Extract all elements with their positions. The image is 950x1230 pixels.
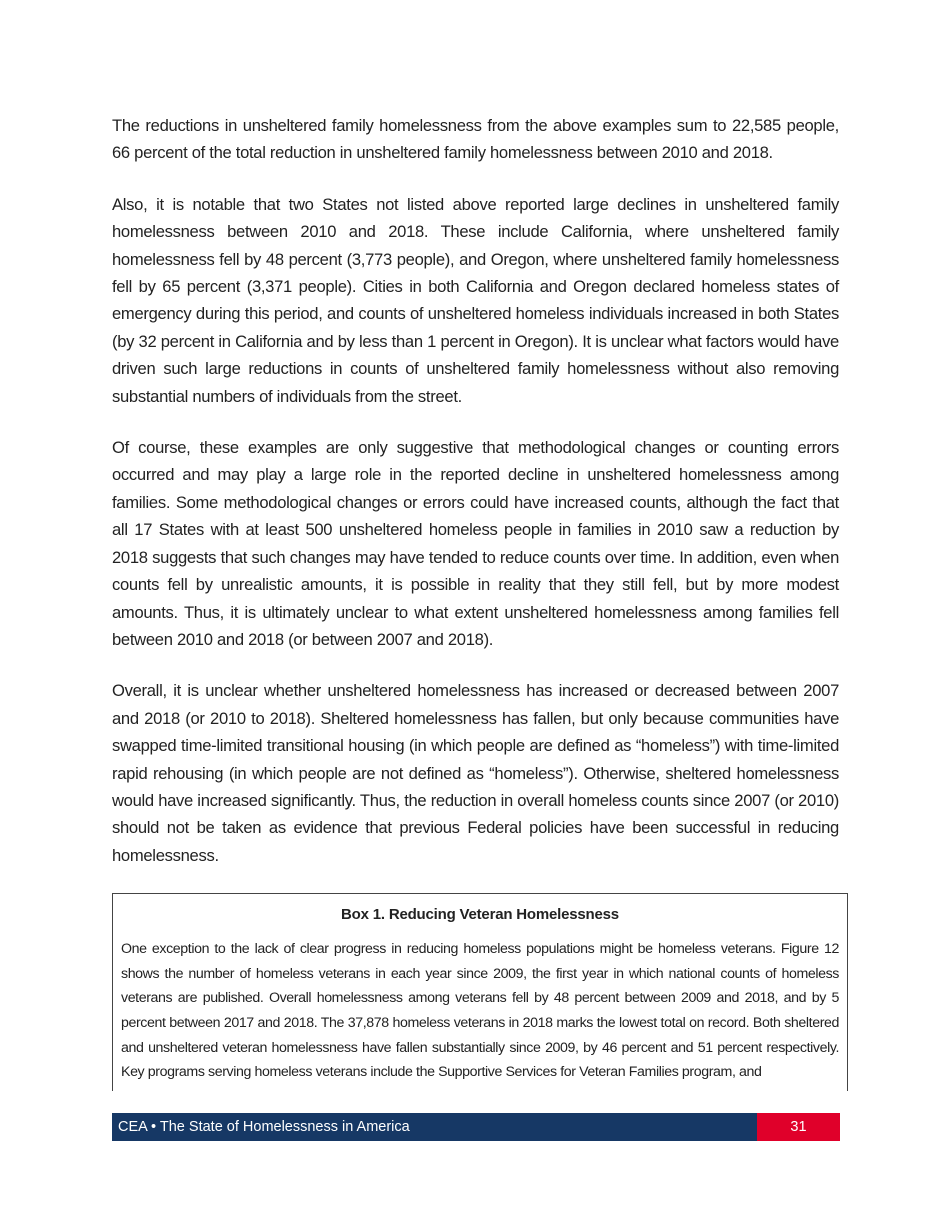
paragraph: Also, it is notable that two States not listed above reported large declines in unsheltered family homelessness between 2010 and 2018. These include California, where unsheltered family homelessness fell by 48 percent (3,773 people), and Oregon, where unsheltered family homelessness fell by 65 percent (3,371 people). Cities in both California and Oregon declared homeless states of emergency during this period, and counts of unsheltered homeless individuals increased in both States (by 32 percent in California and by less than 1 percent in Oregon). It is unclear what factors would have driven such large reductions in counts of unsheltered family homelessness without also removing substantial numbers of individuals from the street. [112,194,839,406]
footer-title: CEA • The State of Homelessness in America [112,1113,757,1141]
paragraph: The reductions in unsheltered family homelessness from the above examples sum to 22,585 people, 66 percent of the total reduction in unsheltered family homelessness between 2010 and 2018. [112,116,839,163]
page-number: 31 [757,1113,840,1141]
paragraph: Overall, it is unclear whether unsheltered homelessness has increased or decreased between 2007 and 2018 (or 2010 to 2018). Sheltered homelessness has fallen, but only because communities have swapped time-limited transitional housing (in which people are defined as “homeless”) with time-limited rapid rehousing (in which people are not defined as “homeless”). Otherwise, sheltered homelessness would have increased significantly. Thus, the reduction in overall homeless counts since 2007 (or 2010) should not be taken as evidence that previous Federal policies have been successful in reducing homelessness. [112,681,839,865]
box-veteran-homelessness [112,893,848,1091]
box-text: One exception to the lack of clear progress in reducing homeless populations might be homeless veterans. Figure 12 shows the number of homeless veterans in each year since 2009, the first year in which national counts of homeless veterans are published. Overall homelessness among veterans fell by 48 percent between 2009 and 2018, and by 5 percent between 2017 and 2018. The 37,878 homeless veterans in 2018 marks the lowest total on record. Both sheltered and unsheltered veteran homelessness have fallen substantially since 2009, by 46 percent and 51 percent respectively. Key programs serving homeless veterans include the Supportive Services for Veteran Families program, and [121,941,839,1081]
page-footer [112,1113,840,1141]
body-text [112,112,839,869]
paragraph: Of course, these examples are only suggestive that methodological changes or counting errors occurred and may play a large role in the reported decline in unsheltered homelessness among families. Some methodological changes or errors could have increased counts, although the fact that all 17 States with at least 500 unsheltered homeless people in families in 2010 saw a reduction by 2018 suggests that such changes may have tended to reduce counts over time. In addition, even when counts fell by unrealistic amounts, it is possible in reality that they still fell, but by more modest amounts. Thus, it is ultimately unclear to what extent unsheltered homelessness among families fell between 2010 and 2018 (or between 2007 and 2018). [112,438,839,649]
box-title: Box 1. Reducing Veteran Homelessness [341,906,619,924]
